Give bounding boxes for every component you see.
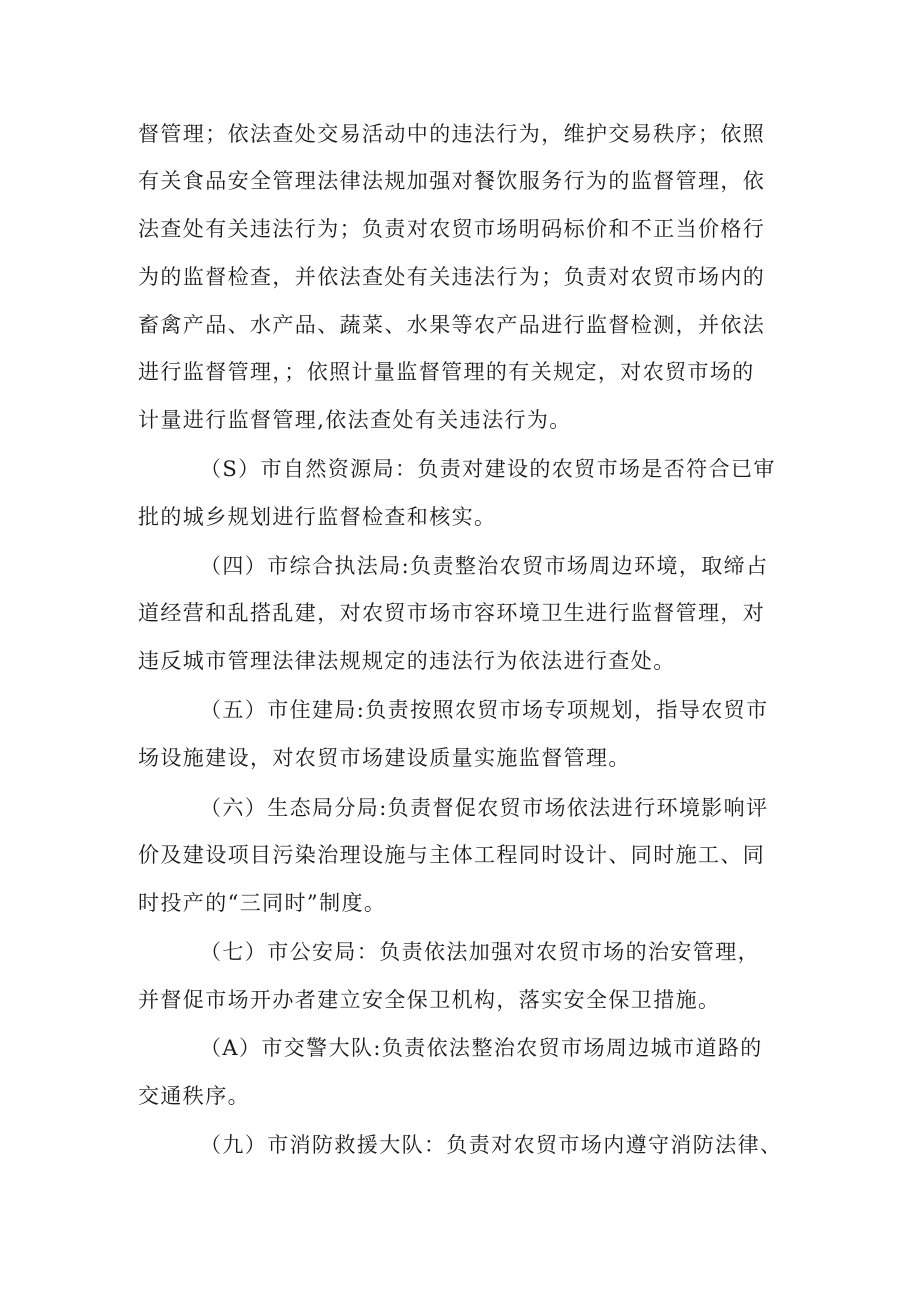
text-line: 为的监督检查，并依法查处有关违法行为；负责对农贸市场内的	[138, 265, 766, 289]
text-line: 计量进行监督管理,依法查处有关违法行为。	[138, 408, 572, 432]
text-line: 价及建设项目污染治理设施与主体工程同时设计、同时施工、同	[138, 843, 766, 867]
text-line: 批的城乡规划进行监督检查和核实。	[138, 505, 497, 529]
text-line: 畜禽产品、水产品、蔬菜、水果等农产品进行监督检测，并依法	[138, 313, 766, 337]
text-line: 法查处有关违法行为；负责对农贸市场明码标价和不正当价格行	[138, 217, 766, 241]
text-line: 并督促市场开办者建立安全保卫机构，落实安全保卫措施。	[138, 988, 721, 1012]
paragraph-first-line: （四）市综合执法局:负责整治农贸市场周边环境，取缔占	[200, 554, 769, 578]
text-line: 道经营和乱搭乱建，对农贸市场市容环境卫生进行监督管理，对	[138, 601, 766, 625]
text-line: 场设施建设，对农贸市场建设质量实施监督管理。	[138, 746, 631, 770]
text-line: 进行监督管理，；依照计量监督管理的有关规定，对农贸市场的	[138, 360, 755, 384]
paragraph-first-line: （五）市住建局:负责按照农贸市场专项规划，指导农贸市	[200, 698, 769, 722]
paragraph-first-line: （七）市公安局：负责依法加强对农贸市场的治安管理，	[200, 940, 760, 964]
text-line: 有关食品安全管理法律法规加强对餐饮服务行为的监督管理，依	[138, 169, 766, 193]
paragraph-first-line: （A）市交警大队:负责依法整治农贸市场周边城市道路的	[200, 1036, 763, 1060]
paragraph-first-line: （S）市自然资源局：负责对建设的农贸市场是否符合已审	[200, 457, 776, 481]
paragraph-first-line: （九）市消防救援大队：负责对农贸市场内遵守消防法律、	[200, 1133, 783, 1157]
text-line: 时投产的“三同时”制度。	[138, 891, 387, 915]
text-line: 交通秩序。	[138, 1084, 250, 1108]
text-line: 督管理；依法查处交易活动中的违法行为，维护交易秩序；依照	[138, 122, 766, 146]
text-line: 违反城市管理法律法规规定的违法行为依法进行查处。	[138, 649, 676, 673]
paragraph-first-line: （六）生态局分局:负责督促农贸市场依法进行环境影响评	[200, 796, 769, 820]
